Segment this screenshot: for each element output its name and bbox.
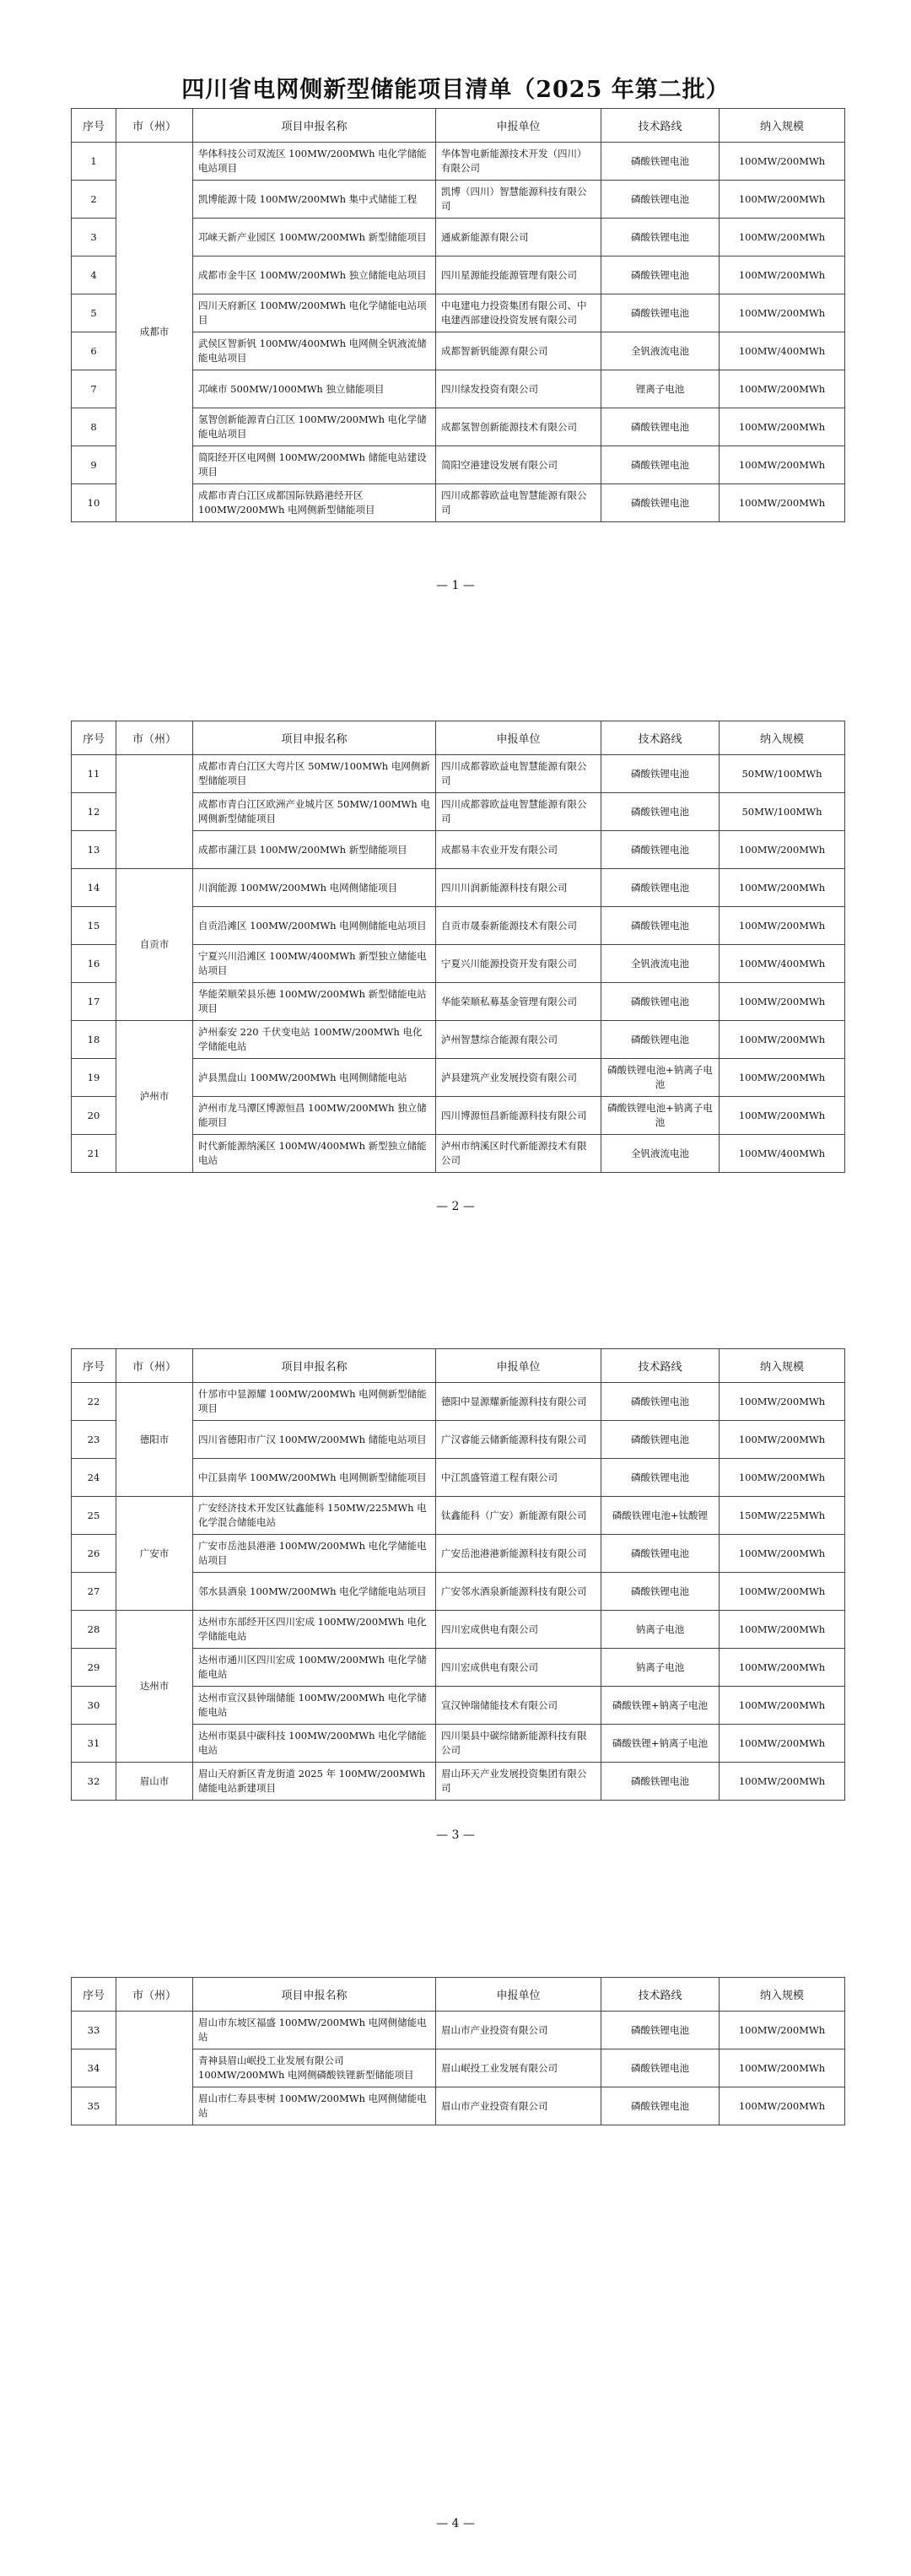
cell-scale: 100MW/200MWh — [720, 143, 845, 181]
cell-no: 25 — [72, 1497, 116, 1535]
cell-no: 18 — [72, 1021, 116, 1059]
cell-name: 自贡沿滩区 100MW/200MWh 电网侧储能电站项目 — [193, 907, 436, 945]
cell-unit: 华能荣顺私募基金管理有限公司 — [436, 983, 601, 1021]
cell-unit: 泸县建筑产业发展投资有限公司 — [436, 1059, 601, 1097]
cell-scale: 100MW/200MWh — [720, 1687, 845, 1725]
header-tech: 技术路线 — [601, 721, 720, 755]
cell-city: 广安市 — [116, 1497, 193, 1611]
cell-no: 20 — [72, 1097, 116, 1135]
cell-tech: 磷酸铁锂电池 — [601, 2012, 720, 2049]
cell-name: 达州市东部经开区四川宏成 100MW/200MWh 电化学储能电站 — [193, 1611, 436, 1649]
cell-unit: 四川成都蓉欧益电智慧能源有限公司 — [436, 484, 601, 522]
cell-scale: 100MW/400MWh — [720, 1135, 845, 1173]
table-row — [72, 1497, 845, 1535]
cell-scale: 100MW/200MWh — [720, 1383, 845, 1421]
cell-name: 华体科技公司双流区 100MW/200MWh 电化学储能电站项目 — [193, 143, 436, 181]
cell-name: 宁夏兴川沿滩区 100MW/400MWh 新型独立储能电站项目 — [193, 945, 436, 983]
cell-scale: 100MW/200MWh — [720, 1097, 845, 1135]
cell-unit: 宣汉钟瑞储能技术有限公司 — [436, 1687, 601, 1725]
cell-unit: 四川成都蓉欧益电智慧能源有限公司 — [436, 793, 601, 831]
cell-no: 28 — [72, 1611, 116, 1649]
header-scale: 纳入规模 — [720, 721, 845, 755]
cell-no: 23 — [72, 1421, 116, 1459]
table-row — [72, 1021, 845, 1059]
cell-name: 邛崃市 500MW/1000MWh 独立储能项目 — [193, 370, 436, 408]
cell-tech: 磷酸铁锂电池 — [601, 446, 720, 484]
header-city: 市（州） — [116, 721, 193, 755]
header-no: 序号 — [72, 721, 116, 755]
page-number: — 2 — — [436, 1200, 475, 1213]
cell-tech: 磷酸铁锂电池 — [601, 1021, 720, 1059]
header-scale: 纳入规模 — [720, 1978, 845, 2012]
cell-unit: 四川星源能投能源管理有限公司 — [436, 257, 601, 294]
cell-unit: 宁夏兴川能源投资开发有限公司 — [436, 945, 601, 983]
document-title: 四川省电网侧新型储能项目清单（2025 年第二批） — [181, 77, 730, 103]
page-number: — 4 — — [436, 2517, 475, 2530]
cell-scale: 100MW/200MWh — [720, 257, 845, 294]
cell-scale: 100MW/200MWh — [720, 484, 845, 522]
cell-tech: 磷酸铁锂+钠离子电池 — [601, 1687, 720, 1725]
table-row — [72, 1383, 845, 1421]
cell-name: 广安经济技术开发区钛鑫能科 150MW/225MWh 电化学混合储能电站 — [193, 1497, 436, 1535]
cell-no: 1 — [72, 143, 116, 181]
cell-unit: 四川川润新能源科技有限公司 — [436, 869, 601, 907]
cell-tech: 磷酸铁锂电池 — [601, 143, 720, 181]
table-page-2 — [71, 721, 844, 1173]
cell-no: 35 — [72, 2087, 116, 2125]
cell-unit: 德阳中显源耀新能源科技有限公司 — [436, 1383, 601, 1421]
header-no: 序号 — [72, 109, 116, 143]
cell-city: 达州市 — [116, 1611, 193, 1763]
project-table — [71, 108, 845, 522]
cell-no: 9 — [72, 446, 116, 484]
cell-name: 成都市蒲江县 100MW/200MWh 新型储能项目 — [193, 831, 436, 869]
cell-name: 成都市青白江区成都国际铁路港经开区 100MW/200MWh 电网侧新型储能项目 — [193, 484, 436, 522]
cell-name: 中江县南华 100MW/200MWh 电网侧新型储能项目 — [193, 1459, 436, 1497]
cell-unit: 眉山市产业投资有限公司 — [436, 2087, 601, 2125]
cell-no: 4 — [72, 257, 116, 294]
table-row — [72, 1763, 845, 1801]
cell-tech: 磷酸铁锂电池 — [601, 1535, 720, 1573]
cell-tech: 锂离子电池 — [601, 370, 720, 408]
cell-unit: 自贡市晟泰新能源技术有限公司 — [436, 907, 601, 945]
cell-no: 34 — [72, 2049, 116, 2087]
cell-scale: 100MW/200MWh — [720, 1059, 845, 1097]
cell-unit: 四川宏成供电有限公司 — [436, 1649, 601, 1687]
project-table — [71, 721, 845, 1173]
cell-no: 6 — [72, 332, 116, 370]
cell-tech: 磷酸铁锂电池 — [601, 983, 720, 1021]
cell-no: 21 — [72, 1135, 116, 1173]
cell-scale: 100MW/400MWh — [720, 945, 845, 983]
header-no: 序号 — [72, 1349, 116, 1383]
cell-name: 成都市金牛区 100MW/200MWh 独立储能电站项目 — [193, 257, 436, 294]
table-row — [72, 143, 845, 181]
cell-no: 17 — [72, 983, 116, 1021]
cell-city — [116, 755, 193, 869]
cell-city: 眉山市 — [116, 1763, 193, 1801]
cell-scale: 100MW/200MWh — [720, 1421, 845, 1459]
cell-scale: 100MW/200MWh — [720, 294, 845, 332]
cell-scale: 100MW/200MWh — [720, 983, 845, 1021]
cell-unit: 四川绿发投资有限公司 — [436, 370, 601, 408]
cell-name: 达州市宣汉县钟瑞储能 100MW/200MWh 电化学储能电站 — [193, 1687, 436, 1725]
cell-unit: 泸州智慧综合能源有限公司 — [436, 1021, 601, 1059]
cell-no: 19 — [72, 1059, 116, 1097]
cell-scale: 100MW/200MWh — [720, 1725, 845, 1763]
cell-tech: 磷酸铁锂电池 — [601, 869, 720, 907]
header-tech: 技术路线 — [601, 109, 720, 143]
cell-no: 2 — [72, 181, 116, 219]
cell-scale: 100MW/200MWh — [720, 831, 845, 869]
table-row — [72, 755, 845, 793]
cell-name: 广安市岳池县港港 100MW/200MWh 电化学储能电站项目 — [193, 1535, 436, 1573]
cell-no: 11 — [72, 755, 116, 793]
cell-tech: 磷酸铁锂电池 — [601, 793, 720, 831]
header-tech: 技术路线 — [601, 1349, 720, 1383]
cell-unit: 中电建电力投资集团有限公司、中电建西部建设投资发展有限公司 — [436, 294, 601, 332]
cell-unit: 钛鑫能科（广安）新能源有限公司 — [436, 1497, 601, 1535]
cell-unit: 眉山市产业投资有限公司 — [436, 2012, 601, 2049]
table-page-4 — [71, 1977, 844, 2125]
header-unit: 申报单位 — [436, 1978, 601, 2012]
cell-scale: 100MW/200MWh — [720, 1535, 845, 1573]
cell-tech: 磷酸铁锂电池+钠离子电池 — [601, 1059, 720, 1097]
cell-scale: 50MW/100MWh — [720, 755, 845, 793]
cell-name: 邛崃天新产业园区 100MW/200MWh 新型储能项目 — [193, 219, 436, 257]
cell-name: 青神县眉山岷投工业发展有限公司 100MW/200MWh 电网侧磷酸铁锂新型储能项目 — [193, 2049, 436, 2087]
cell-no: 27 — [72, 1573, 116, 1611]
cell-unit: 广安岳池港港新能源科技有限公司 — [436, 1535, 601, 1573]
cell-city: 自贡市 — [116, 869, 193, 1021]
cell-tech: 磷酸铁锂电池 — [601, 484, 720, 522]
cell-scale: 150MW/225MWh — [720, 1497, 845, 1535]
cell-scale: 50MW/100MWh — [720, 793, 845, 831]
header-row — [72, 1349, 845, 1383]
header-row — [72, 1978, 845, 2012]
cell-no: 12 — [72, 793, 116, 831]
cell-name: 氢智创新能源青白江区 100MW/200MWh 电化学储能电站项目 — [193, 408, 436, 446]
cell-unit: 简阳空港建设发展有限公司 — [436, 446, 601, 484]
cell-unit: 成都智新钒能源有限公司 — [436, 332, 601, 370]
cell-name: 泸州泰安 220 千伏变电站 100MW/200MWh 电化学储能电站 — [193, 1021, 436, 1059]
header-no: 序号 — [72, 1978, 116, 2012]
cell-city: 泸州市 — [116, 1021, 193, 1173]
cell-no: 10 — [72, 484, 116, 522]
cell-no: 14 — [72, 869, 116, 907]
cell-name: 成都市青白江区大弯片区 50MW/100MWh 电网侧新型储能项目 — [193, 755, 436, 793]
cell-no: 5 — [72, 294, 116, 332]
cell-tech: 磷酸铁锂电池+钠离子电池 — [601, 1097, 720, 1135]
cell-unit: 成都氢智创新能源技术有限公司 — [436, 408, 601, 446]
cell-tech: 磷酸铁锂电池 — [601, 831, 720, 869]
cell-no: 33 — [72, 2012, 116, 2049]
cell-name: 川润能源 100MW/200MWh 电网侧储能项目 — [193, 869, 436, 907]
cell-city: 德阳市 — [116, 1383, 193, 1497]
cell-tech: 磷酸铁锂电池 — [601, 907, 720, 945]
header-tech: 技术路线 — [601, 1978, 720, 2012]
cell-unit: 广汉睿能云储新能源科技有限公司 — [436, 1421, 601, 1459]
cell-unit: 中江凯盛管道工程有限公司 — [436, 1459, 601, 1497]
cell-scale: 100MW/200MWh — [720, 370, 845, 408]
cell-name: 泸县黑盘山 100MW/200MWh 电网侧储能电站 — [193, 1059, 436, 1097]
cell-name: 什邡市中显源耀 100MW/200MWh 电网侧新型储能项目 — [193, 1383, 436, 1421]
cell-unit: 四川宏成供电有限公司 — [436, 1611, 601, 1649]
cell-name: 四川天府新区 100MW/200MWh 电化学储能电站项目 — [193, 294, 436, 332]
header-row — [72, 721, 845, 755]
cell-name: 眉山天府新区青龙街道 2025 年 100MW/200MWh 储能电站新建项目 — [193, 1763, 436, 1801]
cell-scale: 100MW/200MWh — [720, 1459, 845, 1497]
cell-tech: 全钒液流电池 — [601, 332, 720, 370]
cell-scale: 100MW/200MWh — [720, 1611, 845, 1649]
cell-scale: 100MW/200MWh — [720, 408, 845, 446]
header-city: 市（州） — [116, 1978, 193, 2012]
cell-name: 泸州市龙马潭区博源恒昌 100MW/200MWh 独立储能项目 — [193, 1097, 436, 1135]
cell-tech: 磷酸铁锂电池 — [601, 1421, 720, 1459]
cell-no: 7 — [72, 370, 116, 408]
project-table — [71, 1348, 845, 1801]
cell-name: 凯博能源十陵 100MW/200MWh 集中式储能工程 — [193, 181, 436, 219]
cell-tech: 磷酸铁锂电池 — [601, 2049, 720, 2087]
table-page-3 — [71, 1348, 844, 1801]
cell-scale: 100MW/200MWh — [720, 2087, 845, 2125]
cell-unit: 广安邻水酒泉新能源科技有限公司 — [436, 1573, 601, 1611]
cell-unit: 通威新能源有限公司 — [436, 219, 601, 257]
cell-tech: 磷酸铁锂+钠离子电池 — [601, 1725, 720, 1763]
header-name: 项目申报名称 — [193, 721, 436, 755]
cell-unit: 成都易丰农业开发有限公司 — [436, 831, 601, 869]
cell-scale: 100MW/200MWh — [720, 1021, 845, 1059]
cell-no: 13 — [72, 831, 116, 869]
cell-city: 成都市 — [116, 143, 193, 522]
cell-no: 29 — [72, 1649, 116, 1687]
cell-scale: 100MW/200MWh — [720, 907, 845, 945]
header-city: 市（州） — [116, 1349, 193, 1383]
header-unit: 申报单位 — [436, 1349, 601, 1383]
cell-no: 24 — [72, 1459, 116, 1497]
cell-scale: 100MW/400MWh — [720, 332, 845, 370]
page-number: — 1 — — [436, 579, 475, 592]
cell-scale: 100MW/200MWh — [720, 446, 845, 484]
cell-scale: 100MW/200MWh — [720, 181, 845, 219]
cell-name: 达州市通川区四川宏成 100MW/200MWh 电化学储能电站 — [193, 1649, 436, 1687]
cell-scale: 100MW/200MWh — [720, 2012, 845, 2049]
cell-no: 31 — [72, 1725, 116, 1763]
cell-name: 四川省德阳市广汉 100MW/200MWh 储能电站项目 — [193, 1421, 436, 1459]
cell-unit: 眉山环天产业发展投资集团有限公司 — [436, 1763, 601, 1801]
table-row — [72, 1611, 845, 1649]
cell-scale: 100MW/200MWh — [720, 2049, 845, 2087]
cell-no: 15 — [72, 907, 116, 945]
header-scale: 纳入规模 — [720, 1349, 845, 1383]
cell-name: 武侯区智新钒 100MW/400MWh 电网侧全钒液流储能电站项目 — [193, 332, 436, 370]
cell-tech: 磷酸铁锂电池+钛酸锂 — [601, 1497, 720, 1535]
cell-tech: 磷酸铁锂电池 — [601, 1763, 720, 1801]
cell-no: 8 — [72, 408, 116, 446]
cell-no: 16 — [72, 945, 116, 983]
header-name: 项目申报名称 — [193, 1978, 436, 2012]
cell-unit: 四川成都蓉欧益电智慧能源有限公司 — [436, 755, 601, 793]
cell-tech: 全钒液流电池 — [601, 945, 720, 983]
cell-tech: 钠离子电池 — [601, 1649, 720, 1687]
cell-unit: 凯博（四川）智慧能源科技有限公司 — [436, 181, 601, 219]
cell-name: 眉山市仁寿县枣树 100MW/200MWh 电网侧储能电站 — [193, 2087, 436, 2125]
project-table — [71, 1977, 845, 2125]
cell-name: 时代新能源纳溪区 100MW/400MWh 新型独立储能电站 — [193, 1135, 436, 1173]
cell-scale: 100MW/200MWh — [720, 1763, 845, 1801]
cell-name: 邻水县酒泉 100MW/200MWh 电化学储能电站项目 — [193, 1573, 436, 1611]
cell-tech: 磷酸铁锂电池 — [601, 408, 720, 446]
cell-city — [116, 2012, 193, 2125]
cell-scale: 100MW/200MWh — [720, 219, 845, 257]
cell-scale: 100MW/200MWh — [720, 1649, 845, 1687]
header-scale: 纳入规模 — [720, 109, 845, 143]
header-row — [72, 109, 845, 143]
header-name: 项目申报名称 — [193, 109, 436, 143]
cell-tech: 磷酸铁锂电池 — [601, 1573, 720, 1611]
header-unit: 申报单位 — [436, 109, 601, 143]
table-row — [72, 869, 845, 907]
cell-name: 达州市渠县中碳科技 100MW/200MWh 电化学储能电站 — [193, 1725, 436, 1763]
cell-tech: 磷酸铁锂电池 — [601, 1383, 720, 1421]
cell-tech: 磷酸铁锂电池 — [601, 257, 720, 294]
cell-unit: 华体智电新能源技术开发（四川）有限公司 — [436, 143, 601, 181]
cell-no: 22 — [72, 1383, 116, 1421]
cell-tech: 磷酸铁锂电池 — [601, 219, 720, 257]
cell-no: 3 — [72, 219, 116, 257]
cell-tech: 钠离子电池 — [601, 1611, 720, 1649]
cell-unit: 四川渠县中碳综储新能源科技有限公司 — [436, 1725, 601, 1763]
cell-no: 32 — [72, 1763, 116, 1801]
cell-unit: 泸州市纳溪区时代新能源技术有限公司 — [436, 1135, 601, 1173]
cell-name: 华能荣顺荣县乐德 100MW/200MWh 新型储能电站项目 — [193, 983, 436, 1021]
cell-tech: 磷酸铁锂电池 — [601, 2087, 720, 2125]
cell-tech: 磷酸铁锂电池 — [601, 1459, 720, 1497]
cell-no: 26 — [72, 1535, 116, 1573]
cell-no: 30 — [72, 1687, 116, 1725]
cell-tech: 磷酸铁锂电池 — [601, 294, 720, 332]
cell-name: 成都市青白江区欧洲产业城片区 50MW/100MWh 电网侧新型储能项目 — [193, 793, 436, 831]
table-row — [72, 2012, 845, 2049]
cell-scale: 100MW/200MWh — [720, 869, 845, 907]
header-city: 市（州） — [116, 109, 193, 143]
cell-tech: 磷酸铁锂电池 — [601, 181, 720, 219]
cell-unit: 四川博源恒昌新能源科技有限公司 — [436, 1097, 601, 1135]
page-number: — 3 — — [436, 1828, 475, 1842]
header-unit: 申报单位 — [436, 721, 601, 755]
cell-unit: 眉山岷投工业发展有限公司 — [436, 2049, 601, 2087]
cell-tech: 磷酸铁锂电池 — [601, 755, 720, 793]
cell-name: 简阳经开区电网侧 100MW/200MWh 储能电站建设项目 — [193, 446, 436, 484]
header-name: 项目申报名称 — [193, 1349, 436, 1383]
table-page-1 — [71, 108, 844, 522]
cell-scale: 100MW/200MWh — [720, 1573, 845, 1611]
cell-name: 眉山市东坡区福盛 100MW/200MWh 电网侧储能电站 — [193, 2012, 436, 2049]
cell-tech: 全钒液流电池 — [601, 1135, 720, 1173]
